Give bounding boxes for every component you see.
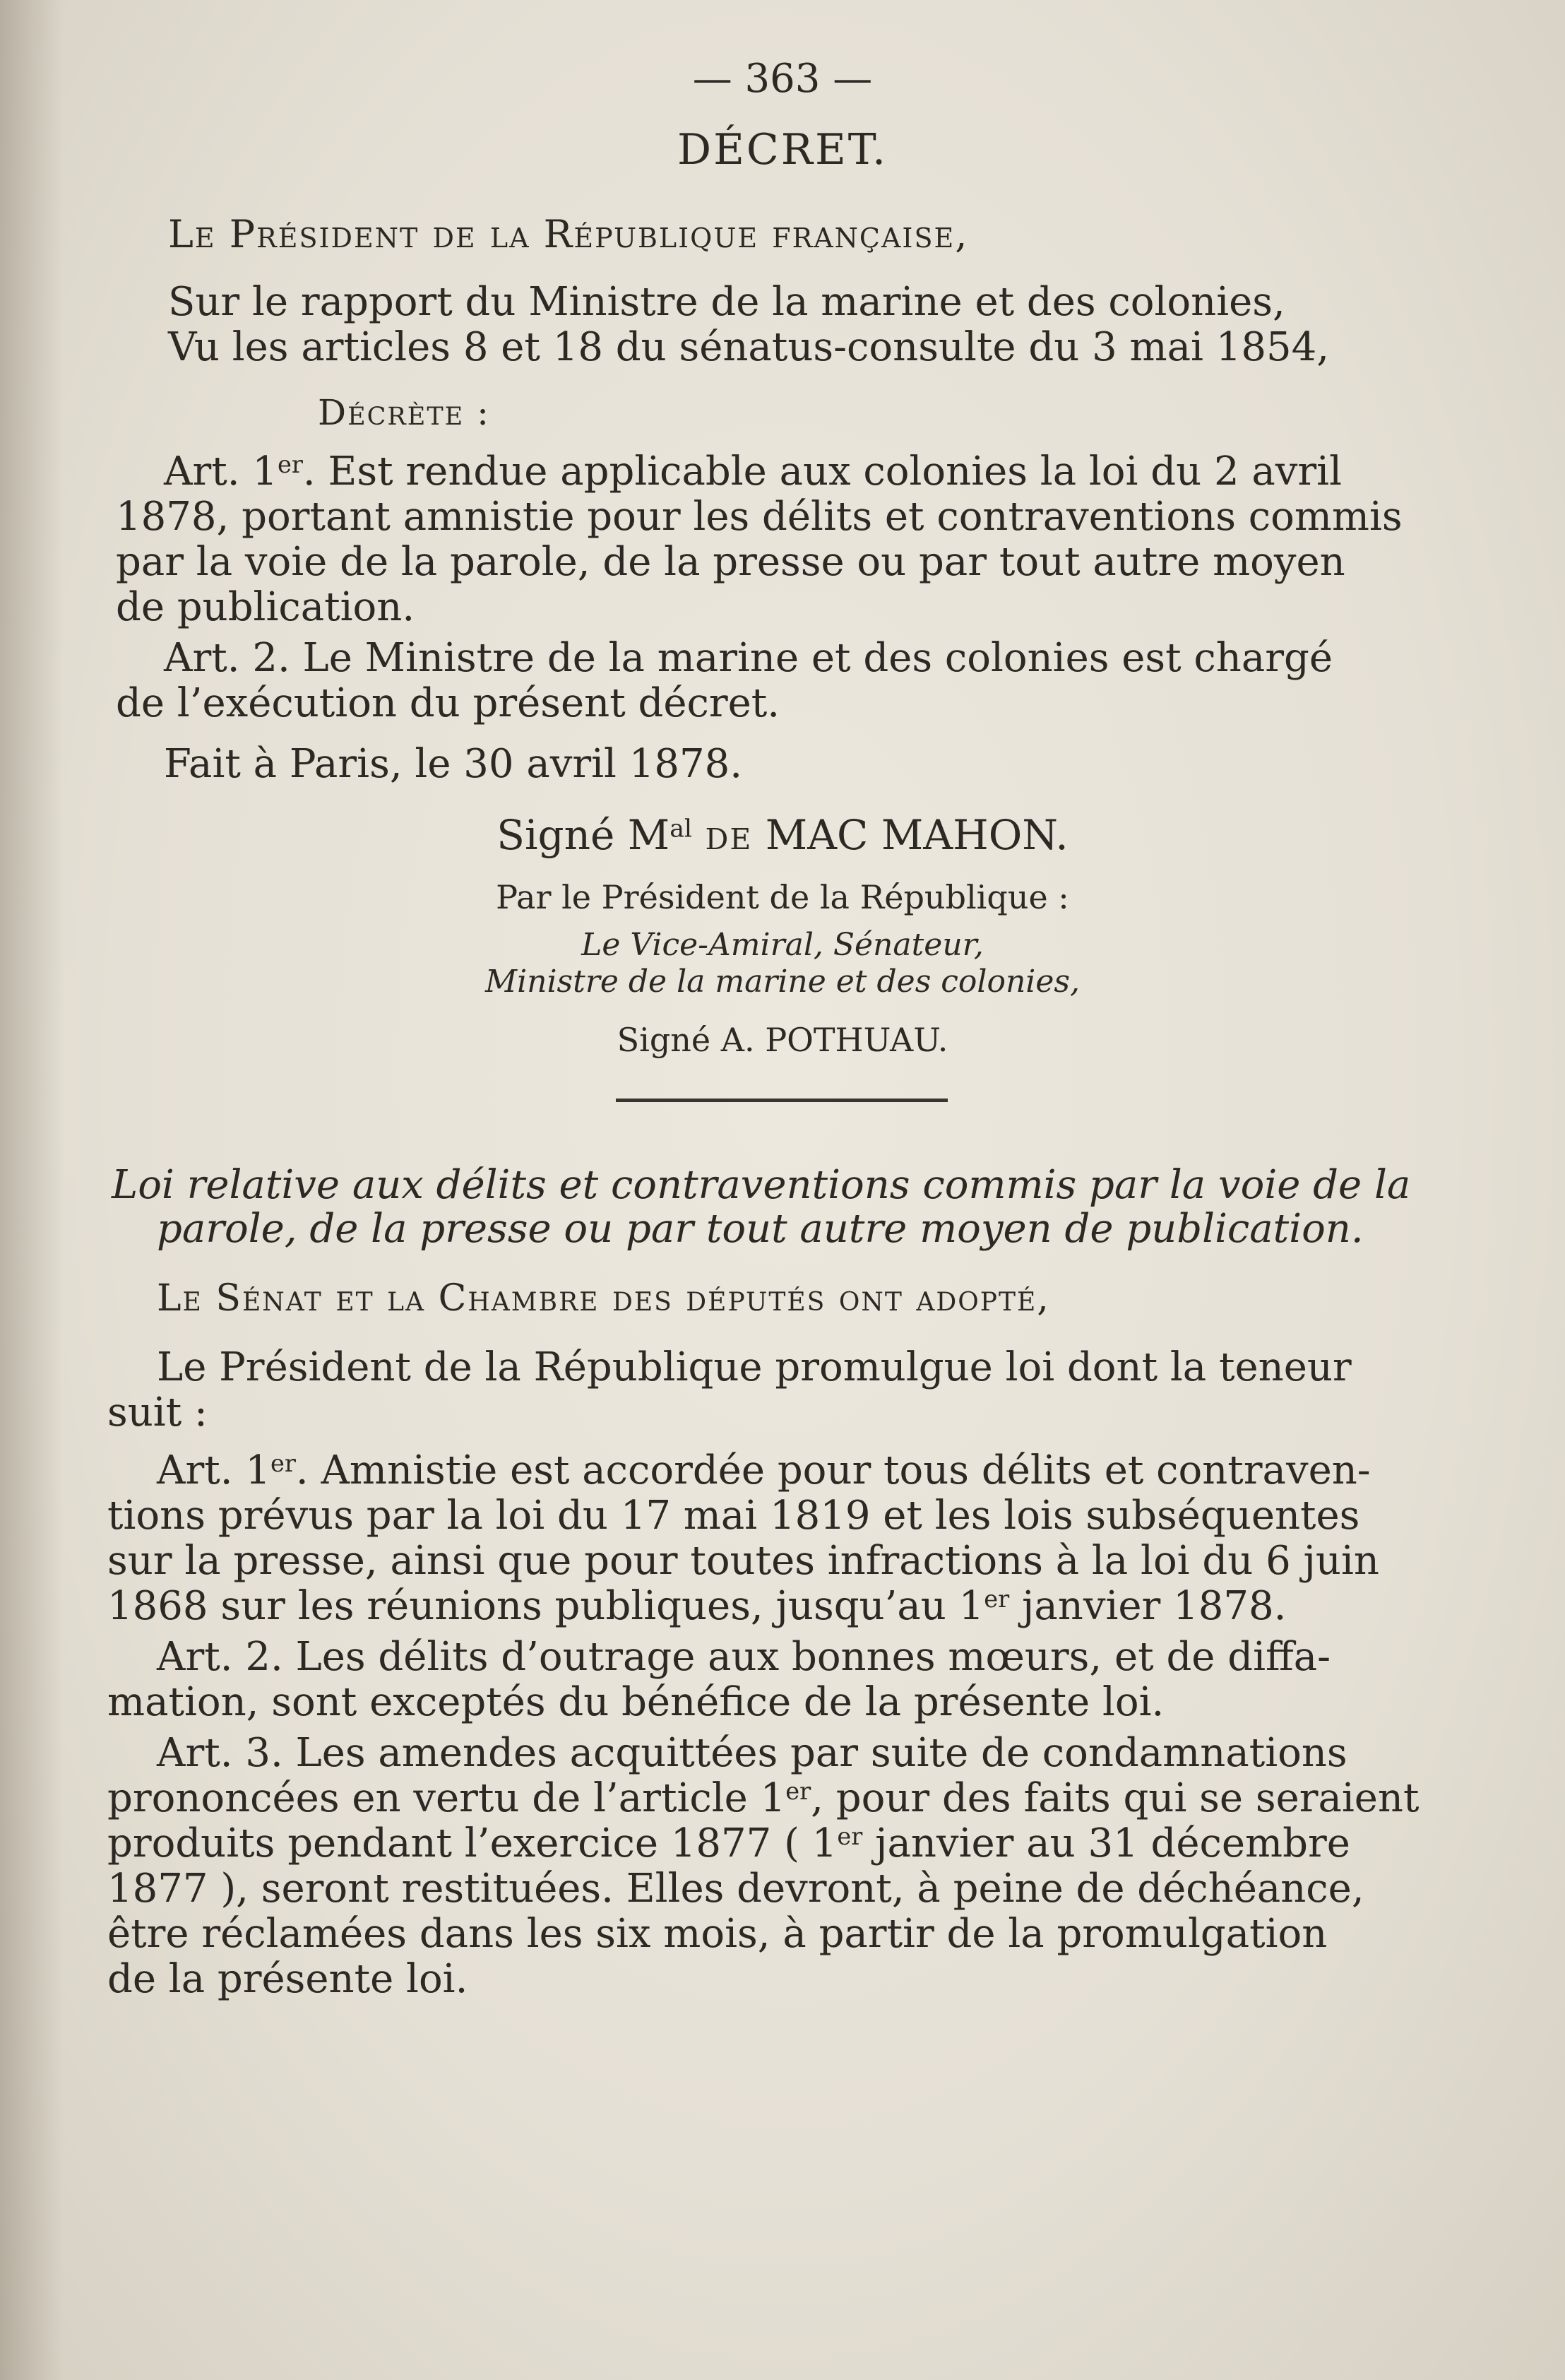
loi-article-3-line: prononcées en vertu de l’article 1er, pour des faits qui se seraient xyxy=(107,1775,1420,1821)
loi-promulgation-line: Le Président de la République promulgue loi dont la teneur xyxy=(157,1344,1352,1390)
loi-promulgation-line: suit : xyxy=(107,1390,208,1435)
section-divider xyxy=(616,1099,948,1102)
loi-title-line: Loi relative aux délits et contraventions commis par la voie de la xyxy=(112,1162,1411,1208)
decree-signature-title-2: Ministre de la marine et des colonies, xyxy=(485,964,1080,1000)
loi-article-3-line: de la présente loi. xyxy=(107,1956,468,2002)
page-number: — 363 — xyxy=(692,56,873,102)
decree-considerant-1: Sur le rapport du Ministre de la marine et des colonies, xyxy=(168,279,1285,325)
loi-title-line: parole, de la presse ou par tout autre moyen de publication. xyxy=(157,1206,1364,1252)
loi-article-3-line: produits pendant l’exercice 1877 ( 1er janvier au 31 décembre xyxy=(107,1820,1350,1866)
loi-article-1-line: tions prévus par la loi du 17 mai 1819 et les lois subséquentes xyxy=(107,1493,1360,1539)
decree-signature-minister: Signé A. POTHUAU. xyxy=(617,1021,948,1059)
loi-article-1-last-line: 1868 sur les réunions publiques, jusqu’au 1er janvier 1878. xyxy=(107,1583,1287,1629)
decree-signature-president: Signé $M^{al}$ de MAC MAHON. xyxy=(496,811,1069,859)
decree-signature-par: Par le Président de la République : xyxy=(496,878,1069,916)
loi-article-3-line: 1877 ), seront restituées. Elles devront, à peine de déchéance, xyxy=(107,1866,1364,1912)
decree-article-2-line: de l’exécution du présent décret. xyxy=(116,680,780,726)
loi-adoption: Le Sénat et la Chambre des députés ont adopté, xyxy=(157,1277,1050,1320)
decree-article-1-first-line: Art. 1er. Est rendue applicable aux colonies la loi du 2 avril xyxy=(164,449,1342,495)
decree-article-1-line: par la voie de la parole, de la presse ou par tout autre moyen xyxy=(116,539,1345,585)
decree-decrete: Décrète : xyxy=(318,392,490,433)
decree-article-2-line: Art. 2. Le Ministre de la marine et des colonies est chargé xyxy=(164,635,1333,681)
loi-article-1-line: sur la presse, ainsi que pour toutes infractions à la loi du 6 juin xyxy=(107,1538,1379,1584)
page-edge-shadow xyxy=(0,0,64,2380)
decree-considerant-2: Vu les articles 8 et 18 du sénatus-consulte du 3 mai 1854, xyxy=(168,324,1330,370)
decree-article-1-line: de publication. xyxy=(116,584,415,630)
decree-preamble: Le Président de la République française, xyxy=(168,212,969,256)
loi-article-2-line: Art. 2. Les délits d’outrage aux bonnes mœurs, et de diffa- xyxy=(157,1634,1331,1680)
decree-signature-title-1: Le Vice-Amiral, Sénateur, xyxy=(581,927,984,963)
loi-article-1-first-line: Art. 1er. Amnistie est accordée pour tous délits et contraven- xyxy=(157,1447,1371,1493)
loi-article-2-line: mation, sont exceptés du bénéfice de la présente loi. xyxy=(107,1679,1165,1725)
loi-article-3-line: être réclamées dans les six mois, à partir de la promulgation xyxy=(107,1911,1328,1957)
decree-article-1-line: 1878, portant amnistie pour les délits et contraventions commis xyxy=(116,494,1403,540)
decree-title: DÉCRET. xyxy=(677,125,888,174)
decree-date: Fait à Paris, le 30 avril 1878. xyxy=(164,741,743,787)
loi-article-3-line: Art. 3. Les amendes acquittées par suite de condamnations xyxy=(157,1730,1347,1776)
